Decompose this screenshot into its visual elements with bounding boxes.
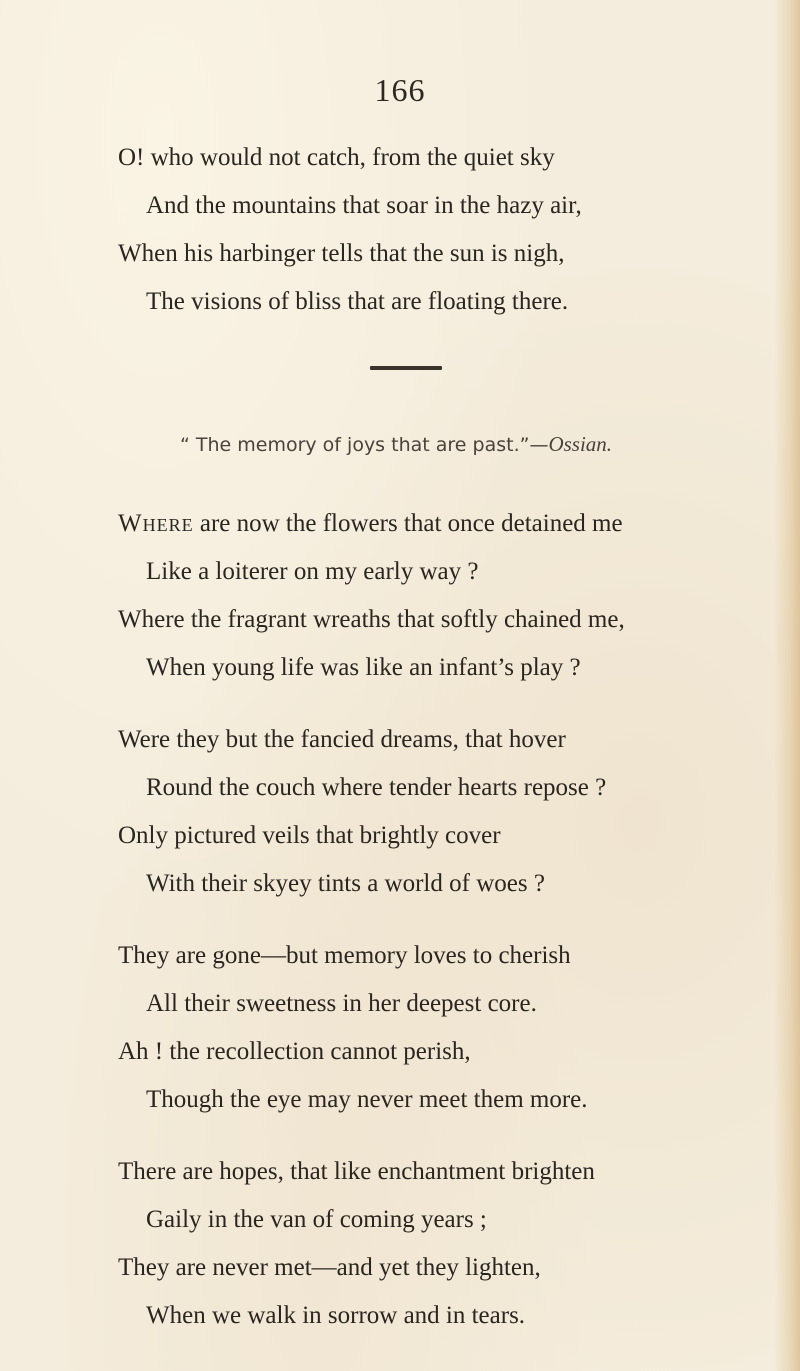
epigraph-quote: “ The memory of joys that are past.”—: [180, 434, 549, 456]
page-number: 166: [374, 72, 426, 108]
opening-word: Where: [118, 510, 194, 537]
poem-line: Were they but the fancied dreams, that hover: [118, 726, 566, 753]
poem-line: Where the fragrant wreaths that softly chained me,: [118, 606, 625, 633]
poem-line: [118, 510, 623, 538]
opening-line-rest: are now the flowers that once detained me: [193, 510, 623, 537]
epigraph: [180, 432, 612, 457]
poem-line: Only pictured veils that brightly cover: [118, 822, 501, 849]
poem-line: Gaily in the van of coming years ;: [146, 1206, 487, 1233]
poem-line: Ah ! the recollection cannot perish,: [118, 1038, 471, 1065]
poem-line: They are gone—but memory loves to cherish: [118, 942, 571, 969]
poem-line: The visions of bliss that are floating there.: [146, 288, 569, 315]
epigraph-source: Ossian.: [548, 432, 613, 456]
poem-line: There are hopes, that like enchantment brighten: [118, 1158, 595, 1185]
poem-line: Though the eye may never meet them more.: [146, 1086, 588, 1113]
poem-line: When his harbinger tells that the sun is nigh,: [118, 240, 565, 267]
poem-line: When young life was like an infant’s play ?: [146, 654, 581, 681]
page-edge-stain: [774, 0, 800, 1371]
poem-line: Round the couch where tender hearts repose ?: [146, 774, 607, 801]
poem-line: O! who would not catch, from the quiet sky: [118, 144, 555, 171]
poem-line: With their skyey tints a world of woes ?: [146, 870, 545, 897]
poem-line: And the mountains that soar in the hazy air,: [146, 192, 582, 219]
poem-line: They are never met—and yet they lighten,: [118, 1254, 541, 1281]
poem-line: When we walk in sorrow and in tears.: [146, 1302, 526, 1329]
poem-line: Like a loiterer on my early way ?: [146, 558, 479, 585]
section-divider: [370, 366, 442, 370]
poem-line: All their sweetness in her deepest core.: [146, 990, 537, 1017]
